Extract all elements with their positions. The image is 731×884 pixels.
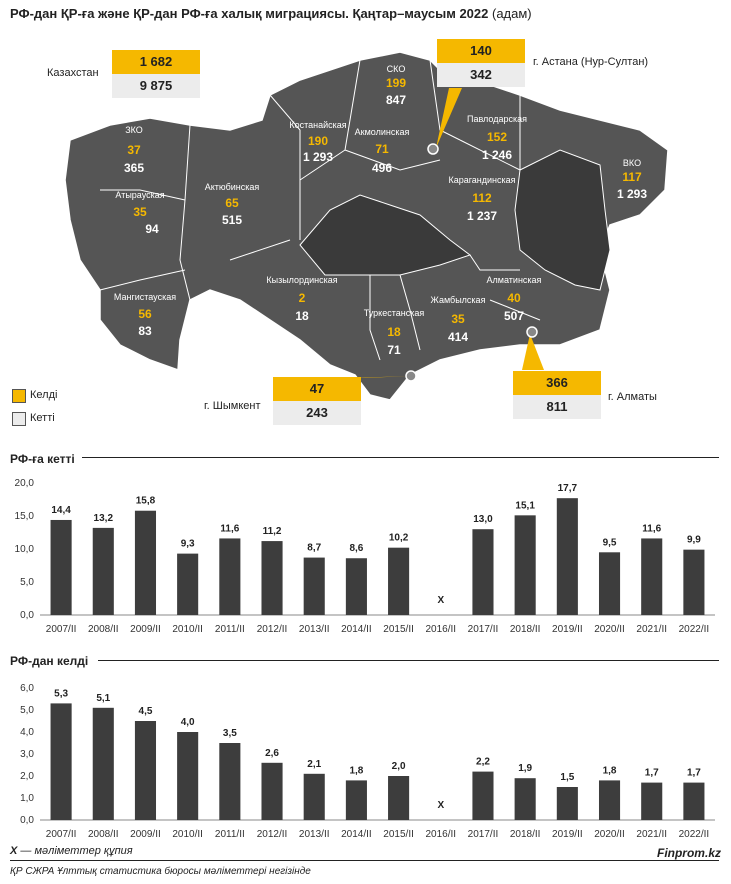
x-tick-label: 2020/II [594, 624, 625, 635]
x-tick-label: 2022/II [678, 624, 710, 635]
chart2-title: РФ-дан келді [10, 654, 89, 668]
y-tick-label: 4,0 [20, 727, 34, 738]
x-tick-label: 2014/II [341, 829, 372, 840]
x-tick-label: 2010/II [172, 829, 203, 840]
bar-value-label: 5,3 [54, 688, 69, 700]
bar-value-label: 2,1 [307, 758, 322, 770]
kazakhstan-box [112, 50, 200, 98]
x-tick-label: 2021/II [636, 829, 668, 840]
svg-text:40: 40 [507, 291, 521, 305]
bar [93, 708, 114, 820]
x-tick-label: 2015/II [383, 624, 414, 635]
bar-value-label: 17,7 [557, 483, 578, 495]
bar-value-label: 9,9 [686, 534, 701, 546]
bar [346, 780, 367, 820]
bar-value-label: 14,4 [51, 504, 71, 516]
x-tick-label: 2016/II [425, 624, 457, 635]
svg-text:71: 71 [387, 343, 401, 357]
bar [135, 721, 156, 820]
bar [472, 529, 493, 615]
x-tick-label: 2021/II [636, 624, 668, 635]
svg-text:65: 65 [225, 196, 239, 210]
bar-value-label: 1,9 [518, 763, 533, 775]
svg-text:2: 2 [298, 291, 306, 305]
bar-value-label: 4,0 [180, 717, 195, 728]
legend-left-label: Кетті [30, 412, 55, 424]
astana-in-value: 140 [437, 39, 525, 63]
bar-value-label: 1,7 [644, 767, 659, 779]
y-tick-label: 5,0 [20, 577, 34, 588]
svg-text:Актюбинская: Актюбинская [204, 182, 260, 192]
x-tick-label: 2008/II [87, 624, 119, 635]
svg-text:35: 35 [133, 205, 147, 219]
bar-value-label: 3,5 [222, 728, 237, 739]
svg-text:Кызылординская: Кызылординская [266, 275, 338, 285]
bar-value-label: 9,3 [180, 538, 195, 550]
y-tick-label: 0,0 [20, 815, 34, 826]
x-tick-label: 2012/II [256, 829, 288, 840]
x-tick-label: 2015/II [383, 829, 414, 840]
bar [388, 548, 409, 615]
svg-text:365: 365 [123, 161, 145, 175]
bar [641, 538, 662, 615]
svg-text:Карагандинская: Карагандинская [448, 175, 516, 185]
bar [51, 520, 72, 615]
svg-text:199: 199 [385, 76, 407, 90]
svg-text:507: 507 [503, 309, 525, 323]
y-tick-label: 10,0 [14, 544, 34, 555]
bar [472, 772, 493, 820]
x-tick-label: 2019/II [552, 829, 583, 840]
svg-text:56: 56 [138, 307, 152, 321]
kazakhstan-label: Казахстан [47, 67, 99, 79]
svg-text:ВКО: ВКО [622, 158, 642, 168]
bar [346, 558, 367, 615]
svg-text:496: 496 [371, 161, 393, 175]
x-tick-label: 2011/II [214, 829, 245, 840]
bar [599, 780, 620, 820]
bar [683, 783, 704, 820]
footnote-text: — мәліметтер құпия [17, 845, 133, 857]
chart2-title-rule [98, 660, 719, 661]
bar-value-label: 1,7 [686, 767, 701, 779]
bar-value-label: 11,6 [642, 523, 662, 535]
svg-text:Акмолинская: Акмолинская [354, 127, 410, 137]
svg-text:414: 414 [447, 330, 469, 344]
y-tick-label: 3,0 [20, 749, 34, 760]
svg-text:Мангистауская: Мангистауская [113, 292, 177, 302]
shymkent-label: г. Шымкент [204, 400, 261, 412]
bar-value-label: 9,5 [602, 537, 617, 549]
almaty-out-value: 811 [513, 395, 601, 419]
astana-marker [428, 144, 438, 154]
svg-text:1 293: 1 293 [616, 187, 648, 201]
bar-value-label: 13,0 [473, 514, 493, 526]
bar-value-label: 8,6 [349, 543, 364, 555]
y-tick-label: 6,0 [20, 683, 34, 694]
bar-value-label: 13,2 [93, 512, 114, 524]
x-tick-label: 2013/II [298, 624, 330, 635]
svg-text:1 293: 1 293 [302, 150, 334, 164]
bar [683, 550, 704, 615]
svg-text:ЗКО: ЗКО [125, 125, 143, 135]
svg-text:190: 190 [307, 134, 329, 148]
bar-value-label: 11,6 [220, 523, 240, 535]
astana-label: г. Астана (Нур-Султан) [533, 56, 649, 68]
bar-value-label: 11,2 [262, 526, 282, 538]
bar [304, 558, 325, 615]
chart1-title: РФ-ға кетті [10, 452, 75, 466]
astana-box [437, 39, 525, 87]
svg-text:1 246: 1 246 [481, 148, 513, 162]
bar-value-label: 2,0 [391, 761, 406, 772]
bar-value-label: 2,2 [476, 756, 490, 768]
y-tick-label: 2,0 [20, 771, 34, 782]
bar [219, 743, 240, 820]
bar-value-label: 5,1 [96, 692, 111, 704]
bar [177, 732, 198, 820]
title-unit: (адам) [492, 6, 532, 21]
bar [135, 511, 156, 615]
svg-text:94: 94 [145, 222, 159, 236]
y-tick-label: 20,0 [14, 478, 34, 489]
x-tick-label: 2007/II [45, 624, 77, 635]
astana-out-value: 342 [437, 63, 525, 87]
bar [557, 787, 578, 820]
x-tick-label: 2012/II [256, 624, 288, 635]
almaty-box [513, 371, 601, 419]
bar [304, 774, 325, 820]
y-tick-label: 5,0 [20, 705, 34, 716]
x-tick-label: 2022/II [678, 829, 710, 840]
bar [388, 776, 409, 820]
svg-text:Жамбылская: Жамбылская [430, 295, 486, 305]
x-tick-label: 2018/II [509, 624, 541, 635]
region-label-sko [386, 64, 406, 107]
legend-left-swatch [12, 412, 26, 426]
svg-text:37: 37 [127, 143, 141, 157]
x-tick-label: 2017/II [467, 624, 499, 635]
legend-arrived-label: Келді [30, 389, 58, 401]
x-tick-label: 2007/II [45, 829, 77, 840]
bar-value-label: 15,1 [515, 500, 535, 512]
brand-logo: Finprom.kz [656, 846, 721, 860]
title-main: РФ-дан ҚР-ға және ҚР-дан РФ-ға халық миграциясы. Қаңтар–маусым 2022 [10, 6, 489, 21]
svg-text:515: 515 [221, 213, 243, 227]
y-tick-label: 15,0 [14, 511, 34, 522]
bar [93, 528, 114, 615]
footer-rule [10, 860, 719, 861]
svg-text:18: 18 [387, 325, 401, 339]
svg-text:18: 18 [295, 309, 309, 323]
almaty-marker [527, 327, 537, 337]
source-note: ҚР СЖРА Ұлттық статистика бюросы мәліметтері негізінде [10, 866, 311, 877]
x-tick-label: 2014/II [341, 624, 372, 635]
bar-value-label: 10,2 [388, 532, 409, 544]
bar [599, 552, 620, 615]
svg-text:Атырауская: Атырауская [115, 190, 165, 200]
x-tick-label: 2019/II [552, 624, 583, 635]
x-tick-label: 2017/II [467, 829, 499, 840]
bar-value-label: X [437, 800, 445, 811]
legend-arrived-swatch [12, 389, 26, 403]
bar-value-label: X [437, 595, 445, 606]
svg-text:35: 35 [451, 312, 465, 326]
bar [177, 554, 198, 615]
svg-text:112: 112 [472, 191, 492, 205]
shymkent-out-value: 243 [273, 401, 361, 425]
shymkent-marker [406, 371, 416, 381]
svg-text:Туркестанская: Туркестанская [363, 308, 425, 318]
svg-text:847: 847 [385, 93, 407, 107]
bar [515, 515, 536, 615]
bar-value-label: 15,8 [135, 495, 156, 507]
y-tick-label: 0,0 [20, 610, 34, 621]
bar [51, 703, 72, 820]
almaty-in-value: 366 [513, 371, 601, 395]
y-tick-label: 1,0 [20, 793, 34, 804]
svg-text:Павлодарская: Павлодарская [467, 114, 527, 124]
x-tick-label: 2009/II [130, 829, 161, 840]
bar [219, 538, 240, 615]
kazakhstan-out-value: 9 875 [112, 74, 200, 98]
svg-text:71: 71 [375, 142, 389, 156]
svg-text:Алматинская: Алматинская [486, 275, 542, 285]
kazakhstan-in-value: 1 682 [112, 50, 200, 74]
footnote-x: X [10, 845, 18, 857]
x-tick-label: 2016/II [425, 829, 457, 840]
x-tick-label: 2018/II [509, 829, 541, 840]
chart-rf-left [0, 465, 731, 640]
svg-text:152: 152 [486, 130, 508, 144]
bar-value-label: 1,5 [560, 772, 575, 783]
svg-text:СКО: СКО [386, 64, 406, 74]
x-tick-label: 2009/II [130, 624, 161, 635]
x-tick-label: 2013/II [298, 829, 330, 840]
x-tick-label: 2010/II [172, 624, 203, 635]
x-tick-label: 2008/II [87, 829, 119, 840]
svg-text:1 237: 1 237 [466, 209, 498, 223]
almaty-label: г. Алматы [608, 391, 657, 403]
bar-value-label: 1,8 [349, 765, 364, 777]
chart-rf-arrived [0, 670, 731, 845]
bar-value-label: 8,7 [307, 542, 322, 554]
bar [557, 498, 578, 615]
bar [261, 763, 282, 820]
svg-text:Костанайская: Костанайская [289, 120, 347, 130]
bar [641, 783, 662, 820]
shymkent-box [273, 377, 361, 425]
bar-value-label: 1,8 [602, 765, 617, 777]
bar-value-label: 2,6 [265, 747, 279, 759]
bar-value-label: 4,5 [138, 706, 153, 717]
bar [515, 778, 536, 820]
svg-text:83: 83 [138, 324, 152, 338]
bar [261, 541, 282, 615]
footnote [10, 845, 133, 857]
x-tick-label: 2020/II [594, 829, 625, 840]
x-tick-label: 2011/II [214, 624, 245, 635]
chart1-title-rule [82, 457, 719, 458]
shymkent-in-value: 47 [273, 377, 361, 401]
svg-text:117: 117 [622, 170, 642, 184]
